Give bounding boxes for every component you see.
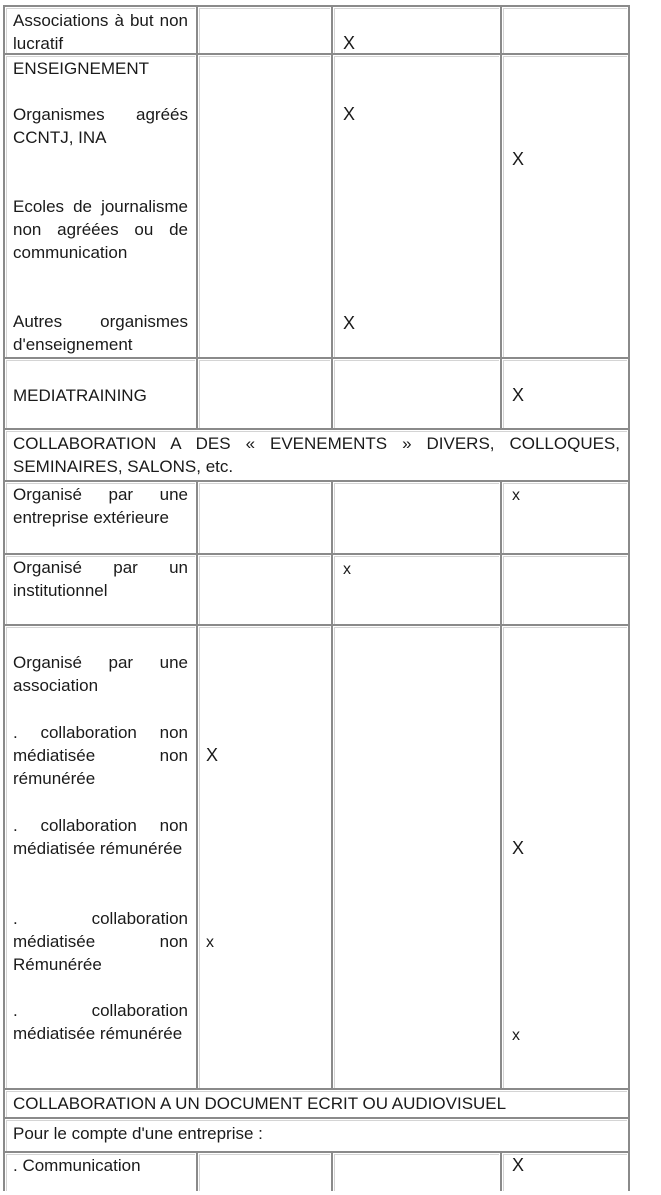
mark-cell-3 — [500, 480, 630, 553]
row-label-cell — [3, 5, 196, 53]
check-mark: X — [343, 104, 356, 124]
mark-cell-2 — [331, 53, 500, 357]
row-label: . Communication — [13, 1156, 141, 1175]
check-mark: X — [512, 838, 525, 858]
row-label-cell — [3, 624, 196, 1088]
row-label-cell — [3, 553, 196, 624]
activity-table — [3, 5, 630, 1195]
row-label: MEDIATRAINING — [13, 386, 147, 405]
row-label: . collaboration médiatisée rémunérée — [13, 1001, 188, 1043]
section-subheading: ENSEIGNEMENT — [13, 59, 150, 78]
mark-cell-2 — [331, 553, 500, 624]
row-label: Organisé par un institutionnel — [13, 558, 188, 600]
check-mark: X — [206, 745, 219, 765]
row-label: . collaboration non médiatisée non rémunérée — [13, 723, 188, 788]
mark-cell-3 — [500, 1151, 630, 1191]
mark-cell-1 — [196, 624, 331, 1088]
mark-cell-3 — [500, 357, 630, 428]
mark-cell-1 — [196, 480, 331, 553]
check-mark: x — [512, 487, 520, 504]
table-row — [3, 553, 630, 624]
row-label-cell — [3, 480, 196, 553]
row-label: Autres organismes d'enseignement — [13, 312, 188, 354]
section-header-cell — [3, 1088, 630, 1117]
section-heading: COLLABORATION A UN DOCUMENT ECRIT OU AUDIOVISUEL — [13, 1094, 507, 1113]
check-mark: X — [512, 1155, 525, 1175]
row-label: Ecoles de journalisme non agréées ou de communication — [13, 197, 188, 262]
mark-cell-3 — [500, 553, 630, 624]
row-label: Organisé par une entreprise extérieure — [13, 485, 188, 527]
check-mark: X — [512, 385, 525, 405]
section-header-row — [3, 1117, 630, 1151]
mark-cell-1 — [196, 1151, 331, 1191]
mark-cell-2 — [331, 1151, 500, 1191]
section-header-row — [3, 428, 630, 480]
mark-cell-3 — [500, 624, 630, 1088]
row-label: . collaboration non médiatisée rémunérée — [13, 816, 188, 858]
mark-cell-1 — [196, 53, 331, 357]
table-row — [3, 480, 630, 553]
table-row — [3, 357, 630, 428]
check-mark: x — [343, 561, 351, 578]
mark-cell-2 — [331, 480, 500, 553]
section-header-cell — [3, 428, 630, 480]
table-row — [3, 1151, 630, 1191]
table-row — [3, 624, 630, 1088]
mark-cell-2 — [331, 357, 500, 428]
section-heading: COLLABORATION A DES « EVENEMENTS » DIVERS, COLLOQUES, SEMINAIRES, SALONS, etc. — [13, 434, 620, 476]
row-label: Organismes agréés CCNTJ, INA — [13, 105, 188, 147]
row-label: . collaboration médiatisée non Rémunérée — [13, 909, 188, 974]
check-mark: X — [343, 313, 356, 333]
check-mark: x — [512, 1027, 520, 1044]
mark-cell-2 — [331, 624, 500, 1088]
section-subheading: Pour le compte d'une entreprise : — [13, 1124, 263, 1143]
mark-cell-3 — [500, 53, 630, 357]
row-label-cell — [3, 357, 196, 428]
section-header-cell — [3, 1117, 630, 1151]
section-subheading: Organisé par une association — [13, 653, 188, 695]
mark-cell-1 — [196, 357, 331, 428]
check-mark: x — [206, 934, 214, 951]
check-mark: X — [512, 149, 525, 169]
section-header-row — [3, 1088, 630, 1117]
row-label-cell — [3, 1151, 196, 1191]
table-row — [3, 53, 630, 357]
mark-cell-2 — [331, 5, 500, 53]
check-mark: X — [343, 33, 356, 53]
mark-cell-1 — [196, 553, 331, 624]
row-label: Associations à but non lucratif — [13, 11, 188, 53]
row-label-cell — [3, 53, 196, 357]
table-row — [3, 5, 630, 53]
mark-cell-3 — [500, 5, 630, 53]
mark-cell-1 — [196, 5, 331, 53]
